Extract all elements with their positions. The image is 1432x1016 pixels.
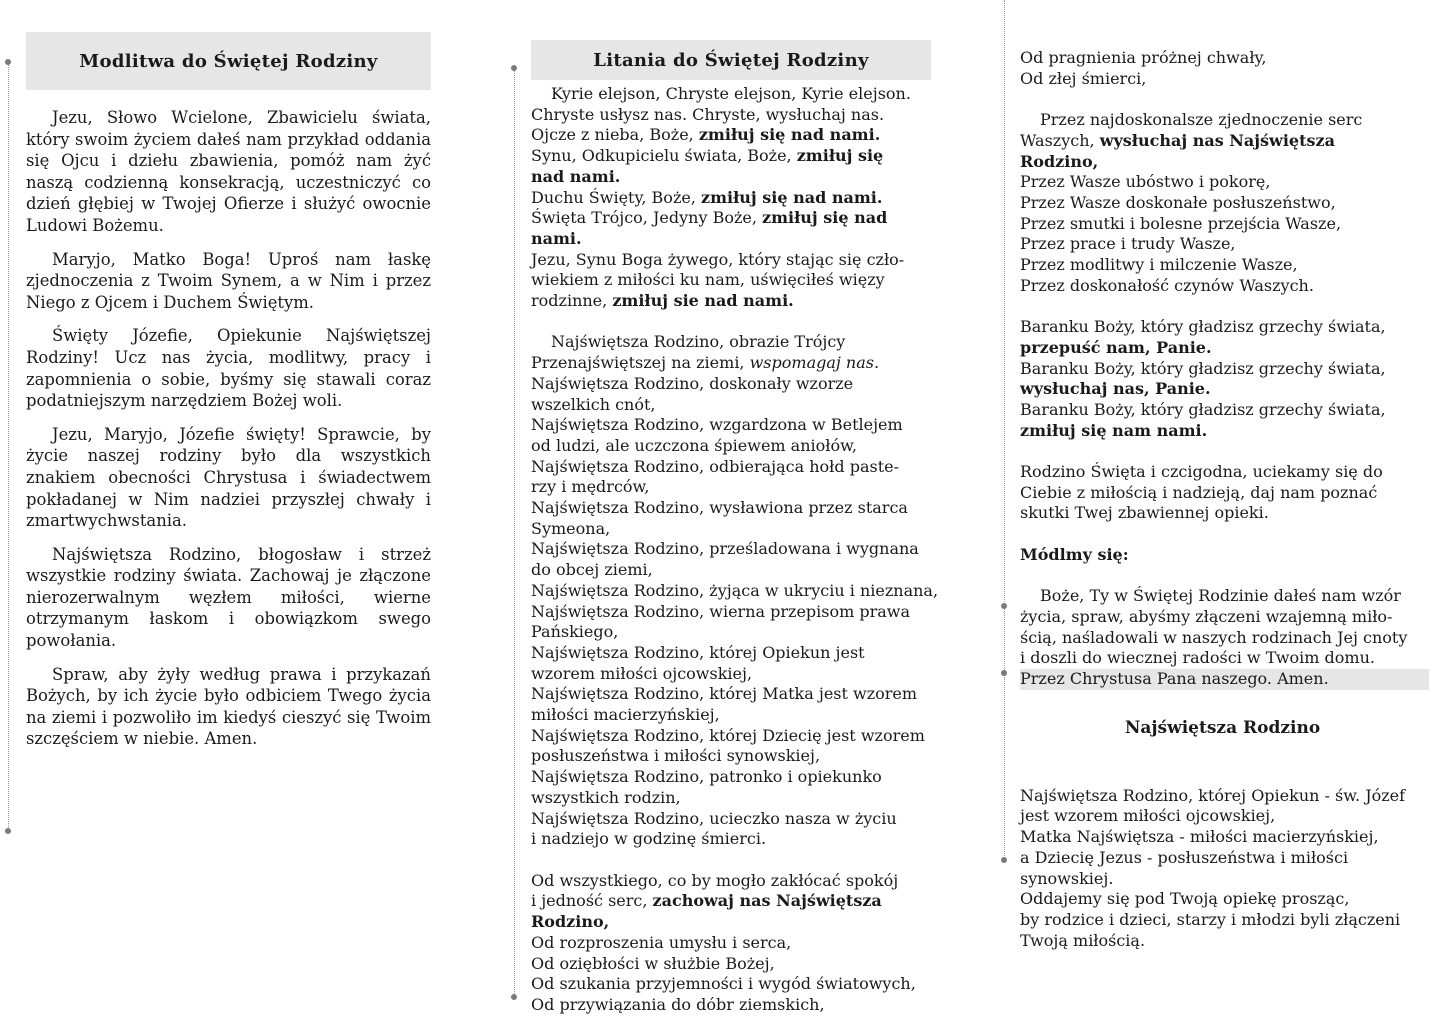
line-text: Najświętsza Rodzino, wysławiona przez starca [531,498,908,518]
text-line [1020,400,1425,421]
text-line [1020,786,1425,807]
text-line [1020,317,1425,338]
response-text: Rodzino, [1020,151,1099,171]
text-line [1020,827,1425,848]
response-text: zmiłuj się nad nami. [701,187,883,207]
litany-continued-body [1020,48,1425,690]
line-spacer [531,850,931,871]
prayer-paragraph: Jezu, Słowo Wcielone, Zbawicielu świata, który swoim życiem dałeś nam przykład oddania się Ojcu i dziełu zbawienia, pomóż nam żyć naszą codzienną konsekracją, uczestniczyć co dzień głębiej w Twojej Ofierze i służyć owocnie Ludowi Bożemu. [26,108,431,235]
line-text: posłuszeństwa i miłości synowskiej, [531,746,821,766]
line-text: Ciebie z miłością i nadzieją, daj nam poznać [1020,482,1378,502]
line-text: Symeona, [531,518,611,538]
text-line [531,560,931,581]
line-text: wiekiem z miłości ku nam, uświęciłeś więzy [531,270,885,290]
fold-marker [1001,670,1007,676]
line-text: by rodzice i dzieci, starzy i młodzi byli złączeni [1020,909,1401,929]
text-line [531,477,931,498]
text-line [1020,338,1425,359]
line-text: Najświętsza Rodzino, wzgardzona w Betlejem [531,415,903,435]
text-line [1020,421,1425,442]
response-text: zmiłuj się [796,146,884,166]
line-text: Waszych, [1020,130,1100,150]
line-text: ścią, naśladowali w naszych rodzinach Jej cnoty [1020,627,1408,647]
fold-marker [1001,857,1007,863]
text-line [531,395,931,416]
text-line [531,622,931,643]
line-text: Najświętsza Rodzino, wierna przepisom prawa [531,601,911,621]
line-text: wszelkich cnót, [531,394,656,414]
text-line [1020,379,1425,400]
response-text: zmiłuj się nad nami. [698,125,881,145]
line-text: Przenajświętszej na ziemi, [531,353,750,373]
line-text: Od rozproszenia umysłu i serca, [531,932,792,952]
fold-guide-right [1004,0,1005,862]
line-text: Oddajemy się pod Twoją opiekę prosząc, [1020,889,1350,909]
text-line [1020,214,1425,235]
response-text: wspomagaj nas. [749,353,880,373]
column-litany [531,0,939,1014]
line-spacer [1020,566,1425,587]
text-line [1020,152,1425,173]
text-line [531,580,939,602]
line-text: Rodzino Święta i czcigodna, uciekamy się do [1020,462,1383,482]
line-text: Najświętsza Rodzino, patronko i opiekunko [531,767,882,787]
text-line [1020,193,1425,214]
text-line [531,498,931,519]
text-line [531,457,931,478]
response-text: Módlmy się: [1020,544,1129,564]
text-line [1020,462,1425,483]
line-spacer [1020,524,1425,545]
prayer-paragraph: Maryjo, Matko Boga! Uproś nam łaskę zjednoczenia z Twoim Synem, a w Nim i przez Niego z Ojcem i Duchem Świętym. [26,249,431,312]
line-spacer [1020,89,1425,110]
text-line [531,105,931,126]
text-line [531,726,931,747]
line-text: Kyrie elejson, Chryste elejson, Kyrie elejson. [551,84,911,103]
text-line [531,270,931,291]
response-text: zmiłuj się nam nami. [1020,420,1208,440]
response-text: wysłuchaj nas, Panie. [1020,379,1211,399]
line-text: Najświętsza Rodzino, której Opiekun jest [531,642,865,662]
text-line [531,188,931,209]
line-text: i nadziejo w godzinę śmierci. [531,829,767,849]
text-line [1020,931,1425,952]
text-line [531,519,931,540]
text-line [1020,806,1425,827]
text-line [531,125,931,146]
text-line [1020,69,1425,90]
line-text: Baranku Boży, który gładzisz grzechy świata, [1020,399,1386,419]
prayer-title: Modlitwa do Świętej Rodziny [26,32,431,90]
text-line [531,353,931,374]
line-text: Najświętsza Rodzino, której Opiekun - św. Józef [1020,785,1406,805]
text-line [1020,234,1425,255]
text-line [1020,869,1425,890]
text-line [531,146,931,167]
line-text: Od złej śmierci, [1020,68,1147,88]
fold-guide-middle [514,68,515,998]
line-text: Przez najdoskonalsze zjednoczenie serc [1040,110,1363,130]
prayer-paragraph: Święty Józefie, Opiekunie Najświętszej Rodziny! Ucz nas życia, modlitwy, pracy i zapomnienia o sobie, byśmy się stawali coraz podatniejszym narzędziem Bożej woli. [26,326,431,411]
text-line [531,291,931,312]
line-text: rodzinne, [531,291,613,311]
text-line [531,415,931,436]
text-line [1020,889,1425,910]
line-text: Od przywiązania do dóbr ziemskich, [531,994,825,1014]
text-line [531,871,931,892]
line-spacer [1020,296,1425,317]
text-line [531,954,931,975]
line-text: Przez Wasze doskonałe posłuszeństwo, [1020,192,1336,212]
response-text: zachowaj nas Najświętsza [652,891,882,911]
fold-marker [5,828,11,834]
text-line [1020,503,1425,524]
line-text: Matka Najświętsza - miłości macierzyńskiej, [1020,827,1379,847]
fold-marker [1001,603,1007,609]
text-line [531,684,931,705]
text-line [1020,648,1425,669]
litany-title: Litania do Świętej Rodziny [531,40,931,80]
line-spacer [531,312,931,333]
line-text: Od wszystkiego, co by mogło zakłócać spokój [531,870,899,890]
text-line [531,250,931,271]
line-text: skutki Twej zbawiennej opieki. [1020,503,1269,523]
prayer-paragraph: Jezu, Maryjo, Józefie święty! Sprawcie, by życie naszej rodziny było dla wszystkich znakiem obecności Chrystusa i świadectwem pokładanej w Nim nadziei przyszłej chwały i zmartwychwstania. [26,424,431,531]
line-text: Najświętsza Rodzino, której Dziecię jest wzorem [531,725,925,745]
text-line [1020,607,1425,628]
text-line [531,84,931,105]
text-line [531,788,931,809]
line-text: wszystkich rodzin, [531,787,681,807]
line-text: Przez Chrystusa Pana naszego. Amen. [1020,669,1329,689]
line-text: Najświętsza Rodzino, której Matka jest wzorem [531,684,918,704]
text-line [1020,172,1425,193]
line-text: synowskiej. [1020,868,1114,888]
column-prayer [26,0,431,1011]
text-line [531,167,931,188]
text-line [531,829,931,850]
line-text: Przez modlitwy i milczenie Wasze, [1020,255,1298,275]
line-text: Najświętsza Rodzino, obrazie Trójcy [551,332,846,352]
line-text: jest wzorem miłości ojcowskiej, [1020,806,1276,826]
text-line [1020,545,1425,566]
line-text: Przez Wasze ubóstwo i pokorę, [1020,172,1271,192]
text-line [1020,255,1425,276]
line-text: Od pragnienia próżnej chwały, [1020,48,1267,67]
line-text: Pańskiego, [531,622,619,642]
fold-marker [511,65,517,71]
response-text: nad nami. [531,166,621,186]
text-line [1020,48,1425,69]
line-text: i doszli do wiecznej radości w Twoim domu. [1020,648,1375,668]
line-text: życia, spraw, abyśmy złączeni wzajemną miło- [1020,606,1393,626]
line-text: Ojcze z nieba, Boże, [531,125,699,145]
response-text: zmiłuj się nad [762,208,888,228]
text-line [531,891,931,912]
line-text: Jezu, Synu Boga żywego, który stając się czło- [531,249,905,269]
line-text: Baranku Boży, który gładzisz grzechy świata, [1020,358,1386,378]
text-line [531,933,931,954]
litany-body [531,84,939,1016]
line-text: i jedność serc, [531,891,653,911]
text-line [1020,276,1425,297]
line-text: Baranku Boży, który gładzisz grzechy świata, [1020,317,1386,337]
line-text: Od oziębłości w służbie Bożej, [531,953,775,973]
fold-marker [5,59,11,65]
line-text: do obcej ziemi, [531,560,653,580]
text-line [1020,483,1425,504]
text-line [531,229,931,250]
text-line [1020,359,1425,380]
line-text: Od szukania przyjemności i wygód światowych, [531,974,916,994]
text-line [1020,910,1425,931]
text-line [1020,586,1425,607]
text-line [531,995,931,1016]
prayer-paragraph: Najświętsza Rodzino, błogosław i strzeż wszystkie rodziny świata. Zachowaj je złączone nierozerwalnym węzłem miłości, wierne otrzymanym łaskom i obowiązkom swego powołania. [26,544,431,651]
line-text: Najświętsza Rodzino, żyjąca w ukryciu i nieznana, [531,580,939,600]
line-text: miłości macierzyńskiej, [531,705,720,725]
prayer-body [26,107,431,750]
line-text: a Dziecię Jezus - posłuszeństwa i miłości [1020,847,1349,867]
response-text: nami. [531,228,582,248]
text-line [1020,848,1425,869]
text-line [531,809,931,830]
highlighted-line [1020,669,1429,690]
text-line [1020,131,1425,152]
line-text: Najświętsza Rodzino, prześladowana i wygnana [531,539,919,559]
text-line [531,705,931,726]
line-text: Święta Trójco, Jedyny Boże, [531,208,763,228]
fold-guide-left [8,62,9,832]
line-text: Przez doskonałość czynów Waszych. [1020,275,1314,295]
text-line [531,208,931,229]
response-text: Rodzino, [531,912,610,932]
text-line [531,767,931,788]
text-line [531,912,931,933]
line-spacer [1020,441,1425,462]
text-line [531,643,931,664]
line-text: Duchu Święty, Boże, [531,187,702,207]
response-text: zmiłuj sie nad nami. [612,291,794,311]
line-text: Przez prace i trudy Wasze, [1020,234,1236,254]
response-text: przepuść nam, Panie. [1020,337,1212,357]
line-text: rzy i mędrców, [531,477,650,497]
text-line [531,332,931,353]
line-text: Chryste usłysz nas. Chryste, wysłuchaj nas. [531,104,885,124]
line-text: Najświętsza Rodzino, doskonały wzorze [531,373,854,393]
final-prayer-body [1020,786,1425,952]
text-line [531,664,931,685]
line-text: Przez smutki i bolesne przejścia Wasze, [1020,213,1342,233]
line-text: wzorem miłości ojcowskiej, [531,663,753,683]
line-text: Najświętsza Rodzino, ucieczko nasza w życiu [531,808,897,828]
text-line [531,974,931,995]
line-text: Boże, Ty w Świętej Rodzinie dałeś nam wzór [1040,586,1401,606]
line-text: od ludzi, ale uczczona śpiewem aniołów, [531,435,857,455]
text-line [531,539,931,560]
line-text: Twoją miłością. [1020,930,1146,950]
text-line [531,602,931,623]
line-text: Synu, Odkupicielu świata, Boże, [531,146,797,166]
text-line [531,374,931,395]
prayer-paragraph: Spraw, aby żyły według prawa i przykazań Bożych, by ich życie było odbiciem Twego życia na ziemi i pozwoliło im kiedyś cieszyć się Twoim szczęściem w niebie. Amen. [26,664,431,749]
text-line [531,436,931,457]
fold-marker [511,994,517,1000]
final-prayer-title: Najświętsza Rodzino [1124,717,1321,738]
line-text: Najświętsza Rodzino, odbierająca hołd paste- [531,456,899,476]
text-line [531,746,931,767]
column-litany-continued [1020,0,1425,1011]
text-line [1020,110,1425,131]
text-line [1020,628,1425,649]
response-text: wysłuchaj nas Najświętsza [1099,130,1335,150]
